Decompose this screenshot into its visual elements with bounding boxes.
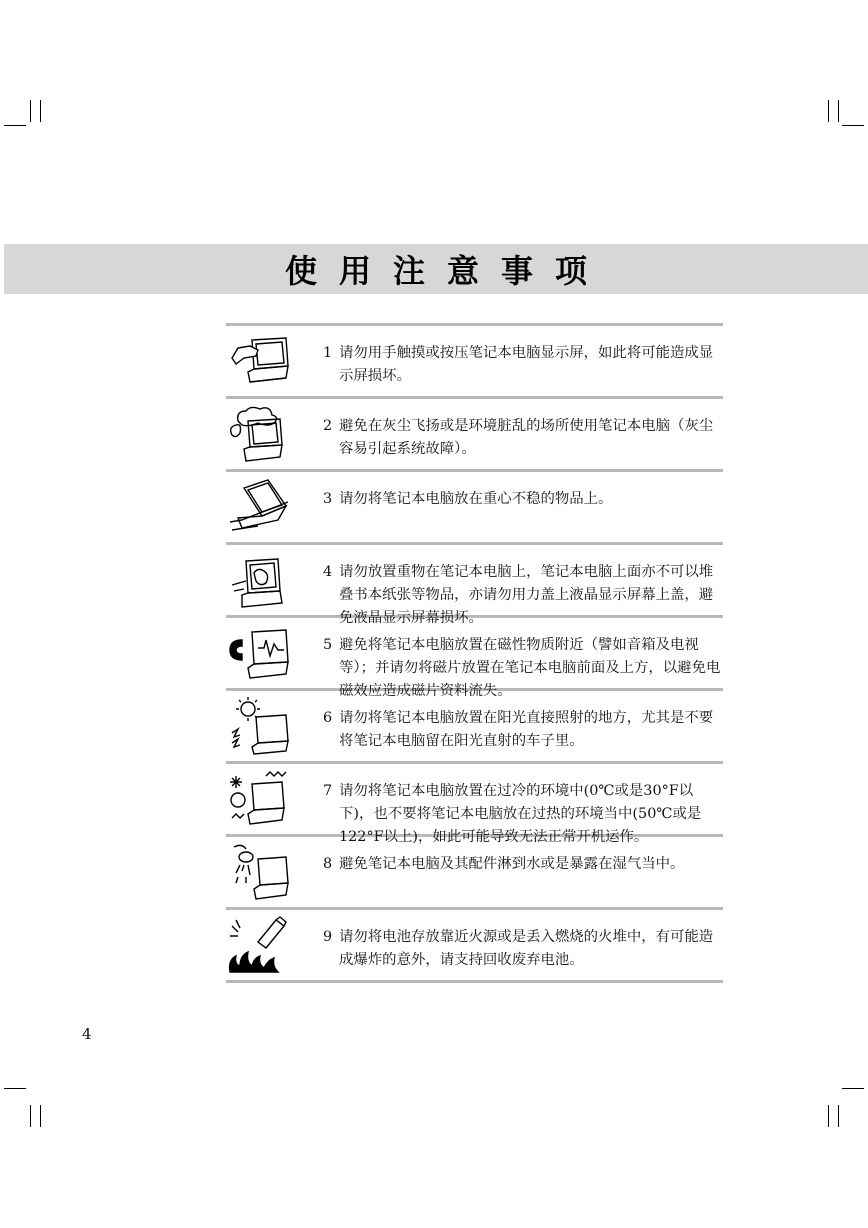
page-number: 4	[82, 1025, 92, 1043]
title-band	[4, 244, 868, 294]
note-item-2	[226, 399, 723, 469]
note-text-6	[323, 707, 723, 753]
hand-press-screen-icon	[228, 332, 292, 390]
crop-mark	[4, 125, 26, 126]
crop-mark	[4, 1088, 26, 1089]
note-body: 避免在灰尘飞扬或是环境脏乱的场所使用笔记本电脑（灰尘容易引起系统故障）。	[339, 418, 714, 457]
note-body: 请勿将笔记本电脑放在重心不稳的物品上。	[339, 491, 613, 507]
crop-mark	[842, 125, 864, 126]
note-number: 1	[323, 345, 333, 361]
note-text-8	[323, 853, 723, 876]
crop-mark	[838, 1105, 839, 1127]
crop-mark	[30, 1105, 31, 1127]
note-text-9	[323, 926, 723, 972]
note-number: 4	[323, 564, 333, 580]
note-body: 避免将笔记本电脑放置在磁性物质附近（譬如音箱及电视等）；并请勿将磁片放置在笔记本电脑前面及上方，以避免电磁效应造成磁片资料流失。	[339, 637, 721, 699]
crop-mark	[842, 1088, 864, 1089]
crop-mark	[40, 1105, 41, 1127]
crop-mark	[40, 100, 41, 122]
water-spray-laptop-icon	[228, 843, 292, 901]
heavy-object-laptop-icon	[228, 551, 292, 609]
note-body: 请勿将电池存放靠近火源或是丢入燃烧的火堆中，有可能造成爆炸的意外，请支持回收废弃电池。	[339, 929, 714, 968]
note-number: 3	[323, 491, 333, 507]
crop-mark	[838, 100, 839, 122]
note-number: 7	[323, 783, 333, 799]
safety-notes-list	[226, 323, 723, 983]
note-text-1	[323, 342, 723, 388]
note-item-3	[226, 472, 723, 542]
note-body: 避免笔记本电脑及其配件淋到水或是暴露在湿气当中。	[339, 856, 685, 872]
note-item-4	[226, 545, 723, 626]
battery-fire-icon	[228, 916, 292, 974]
note-body: 请勿用手触摸或按压笔记本电脑显示屏，如此将可能造成显示屏损坏。	[339, 345, 714, 384]
note-text-2	[323, 415, 723, 461]
note-item-5	[226, 618, 723, 699]
note-number: 6	[323, 710, 333, 726]
note-number: 8	[323, 856, 333, 872]
sun-laptop-icon	[228, 697, 292, 755]
dust-cloud-laptop-icon	[228, 405, 292, 463]
note-item-9	[226, 910, 723, 980]
note-item-7	[226, 764, 723, 845]
crop-mark	[828, 1105, 829, 1127]
note-item-1	[226, 326, 723, 396]
note-item-8	[226, 837, 723, 907]
note-number: 5	[323, 637, 333, 653]
divider	[226, 980, 723, 983]
magnet-laptop-icon	[228, 624, 292, 682]
note-body: 请勿将笔记本电脑放置在过冷的环境中(0℃或是30°F以下)，也不要将笔记本电脑放在过热的环境当中(50℃或是122°F以上)，如此可能导致无法正常开机运作。	[339, 783, 702, 845]
note-text-3	[323, 488, 723, 511]
note-item-6	[226, 691, 723, 761]
unstable-laptop-icon	[228, 478, 292, 536]
crop-mark	[828, 100, 829, 122]
crop-mark	[30, 100, 31, 122]
note-number: 9	[323, 929, 333, 945]
note-body: 请勿将笔记本电脑放置在阳光直接照射的地方，尤其是不要将笔记本电脑留在阳光直射的车子里。	[339, 710, 714, 749]
page-title: 使用注意事项	[284, 252, 609, 290]
temperature-laptop-icon	[228, 770, 292, 828]
note-body: 请勿放置重物在笔记本电脑上，笔记本电脑上面亦不可以堆叠书本纸张等物品，亦请勿用力盖上液晶显示屏幕上盖，避免液晶显示屏幕损坏。	[339, 564, 714, 626]
note-number: 2	[323, 418, 333, 434]
